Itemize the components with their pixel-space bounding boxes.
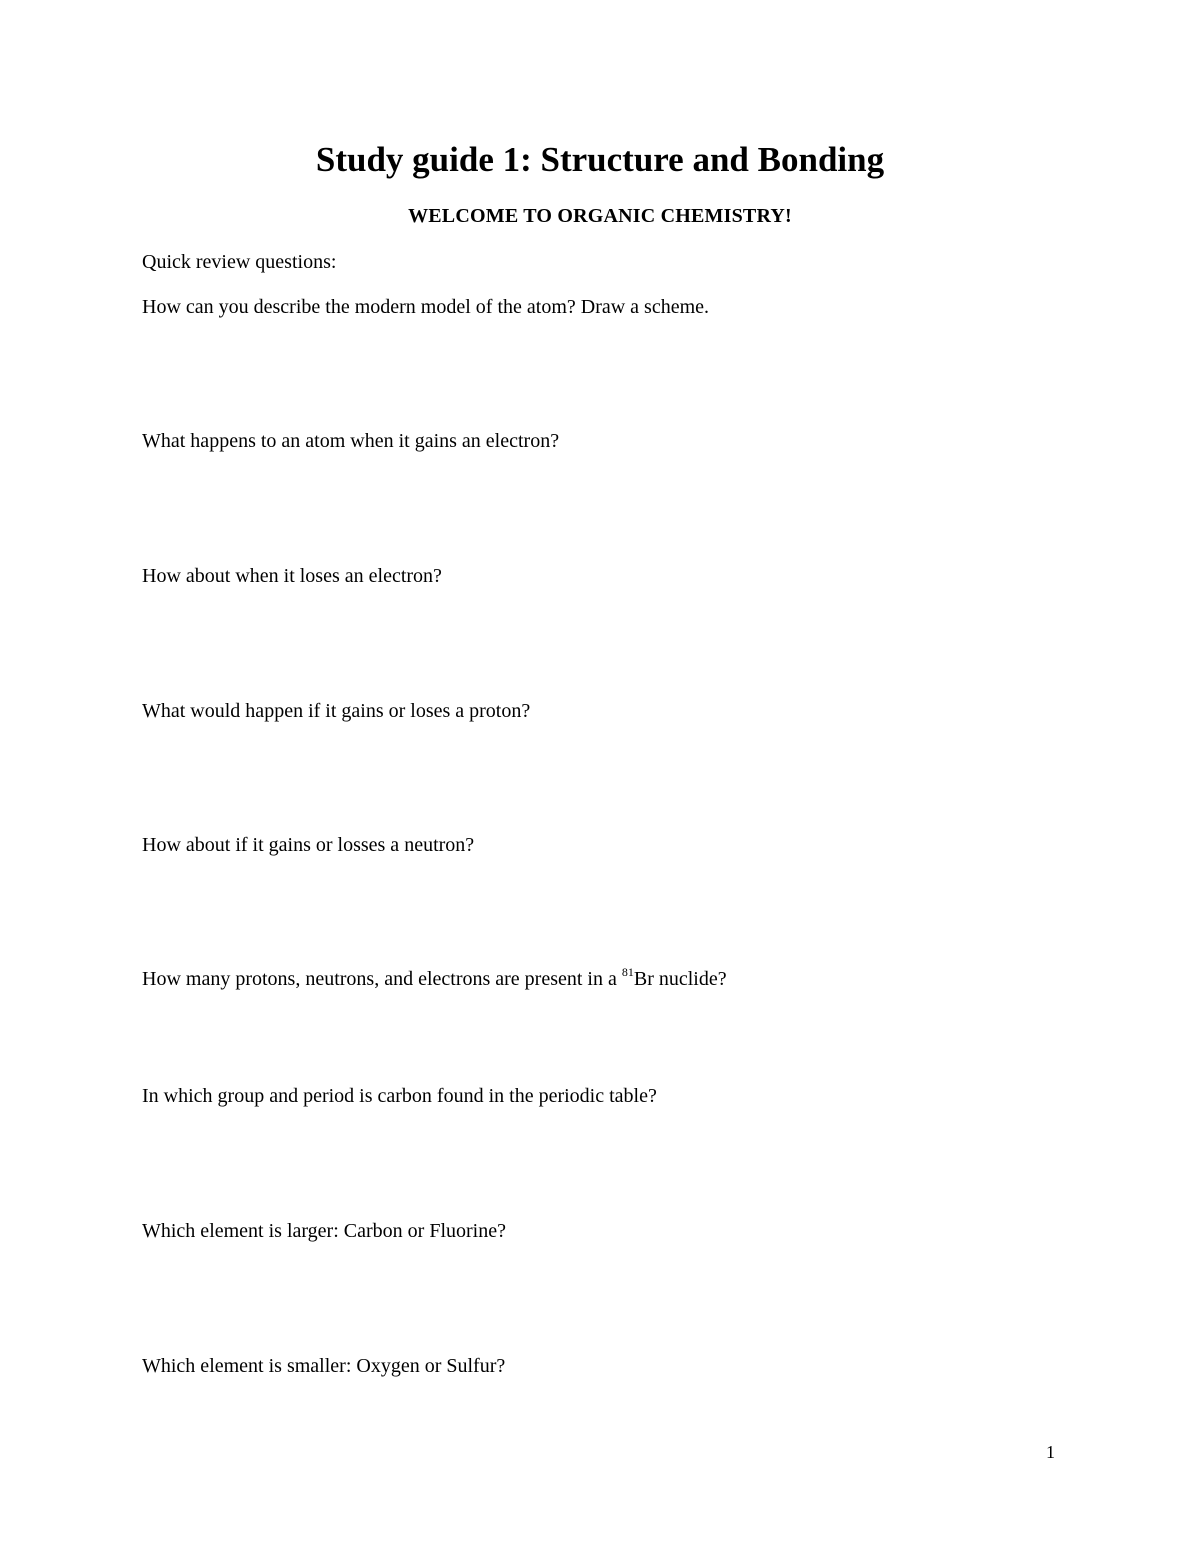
page-subtitle: WELCOME TO ORGANIC CHEMISTRY! (408, 205, 792, 227)
question-atom-model: How can you describe the modern model of the atom? Draw a scheme. (142, 296, 710, 318)
page-number: 1 (1046, 1442, 1055, 1462)
mass-number-superscript: 81 (621, 965, 634, 979)
question-neutron: How about if it gains or losses a neutron? (142, 834, 475, 856)
question-carbon-group-period: In which group and period is carbon found in the periodic table? (142, 1085, 657, 1107)
question-nuclide (142, 965, 727, 993)
question-loses-electron: How about when it loses an electron? (142, 565, 442, 587)
question-oxygen-sulfur: Which element is smaller: Oxygen or Sulfur? (142, 1355, 506, 1377)
question-proton: What would happen if it gains or loses a proton? (142, 700, 531, 722)
nuclide-question-after: Br nuclide? (633, 968, 727, 990)
page-title: Study guide 1: Structure and Bonding (315, 140, 885, 179)
question-carbon-fluorine: Which element is larger: Carbon or Fluorine? (142, 1220, 506, 1242)
nuclide-question-before: How many protons, neutrons, and electrons are present in a (142, 968, 622, 990)
intro-text: Quick review questions: (142, 251, 337, 273)
question-gains-electron: What happens to an atom when it gains an electron? (142, 430, 560, 452)
